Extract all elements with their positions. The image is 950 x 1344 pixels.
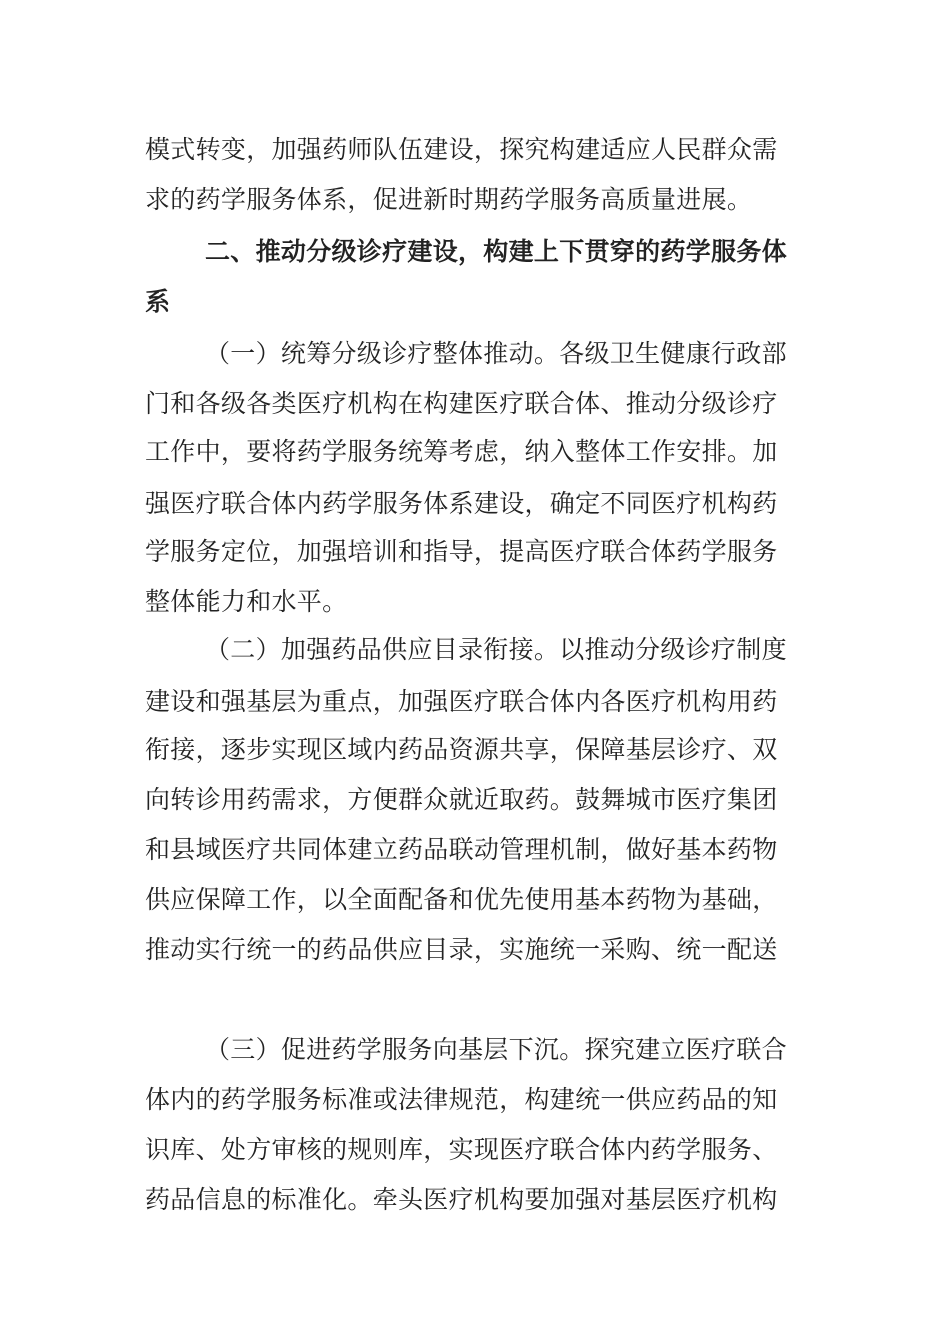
text-line: 学服务定位，加强培训和指导，提高医疗联合体药学服务 <box>145 537 778 566</box>
text-line: 衔接，逐步实现区域内药品资源共享，保障基层诊疗、双 <box>145 735 778 764</box>
text-line: 模式转变，加强药师队伍建设，探究构建适应人民群众需 <box>145 135 778 164</box>
text-line: 求的药学服务体系，促进新时期药学服务高质量进展。 <box>145 185 753 214</box>
text-line: （一）统筹分级诊疗整体推动。各级卫生健康行政部 <box>205 339 787 368</box>
heading-line: 系 <box>145 287 171 316</box>
text-line: 门和各级各类医疗机构在构建医疗联合体、推动分级诊疗 <box>145 389 778 418</box>
text-line: 体内的药学服务标准或法律规范，构建统一供应药品的知 <box>145 1085 778 1114</box>
text-line: 工作中，要将药学服务统筹考虑，纳入整体工作安排。加 <box>145 437 778 466</box>
text-line: 向转诊用药需求，方便群众就近取药。鼓舞城市医疗集团 <box>145 785 778 814</box>
text-line: 药品信息的标准化。牵头医疗机构要加强对基层医疗机构 <box>145 1185 778 1214</box>
text-line: 整体能力和水平。 <box>145 587 348 616</box>
text-line: 供应保障工作，以全面配备和优先使用基本药物为基础， <box>145 885 778 914</box>
text-line: （二）加强药品供应目录衔接。以推动分级诊疗制度 <box>205 635 787 664</box>
text-line: 建设和强基层为重点，加强医疗联合体内各医疗机构用药 <box>145 687 778 716</box>
text-line: 识库、处方审核的规则库，实现医疗联合体内药学服务、 <box>145 1135 778 1164</box>
text-line: 和县域医疗共同体建立药品联动管理机制，做好基本药物 <box>145 835 778 864</box>
text-line: 强医疗联合体内药学服务体系建设，确定不同医疗机构药 <box>145 489 778 518</box>
text-line: 推动实行统一的药品供应目录，实施统一采购、统一配送 <box>145 935 778 964</box>
heading-line: 二、推动分级诊疗建设，构建上下贯穿的药学服务体 <box>205 237 787 266</box>
text-line: （三）促进药学服务向基层下沉。探究建立医疗联合 <box>205 1035 787 1064</box>
